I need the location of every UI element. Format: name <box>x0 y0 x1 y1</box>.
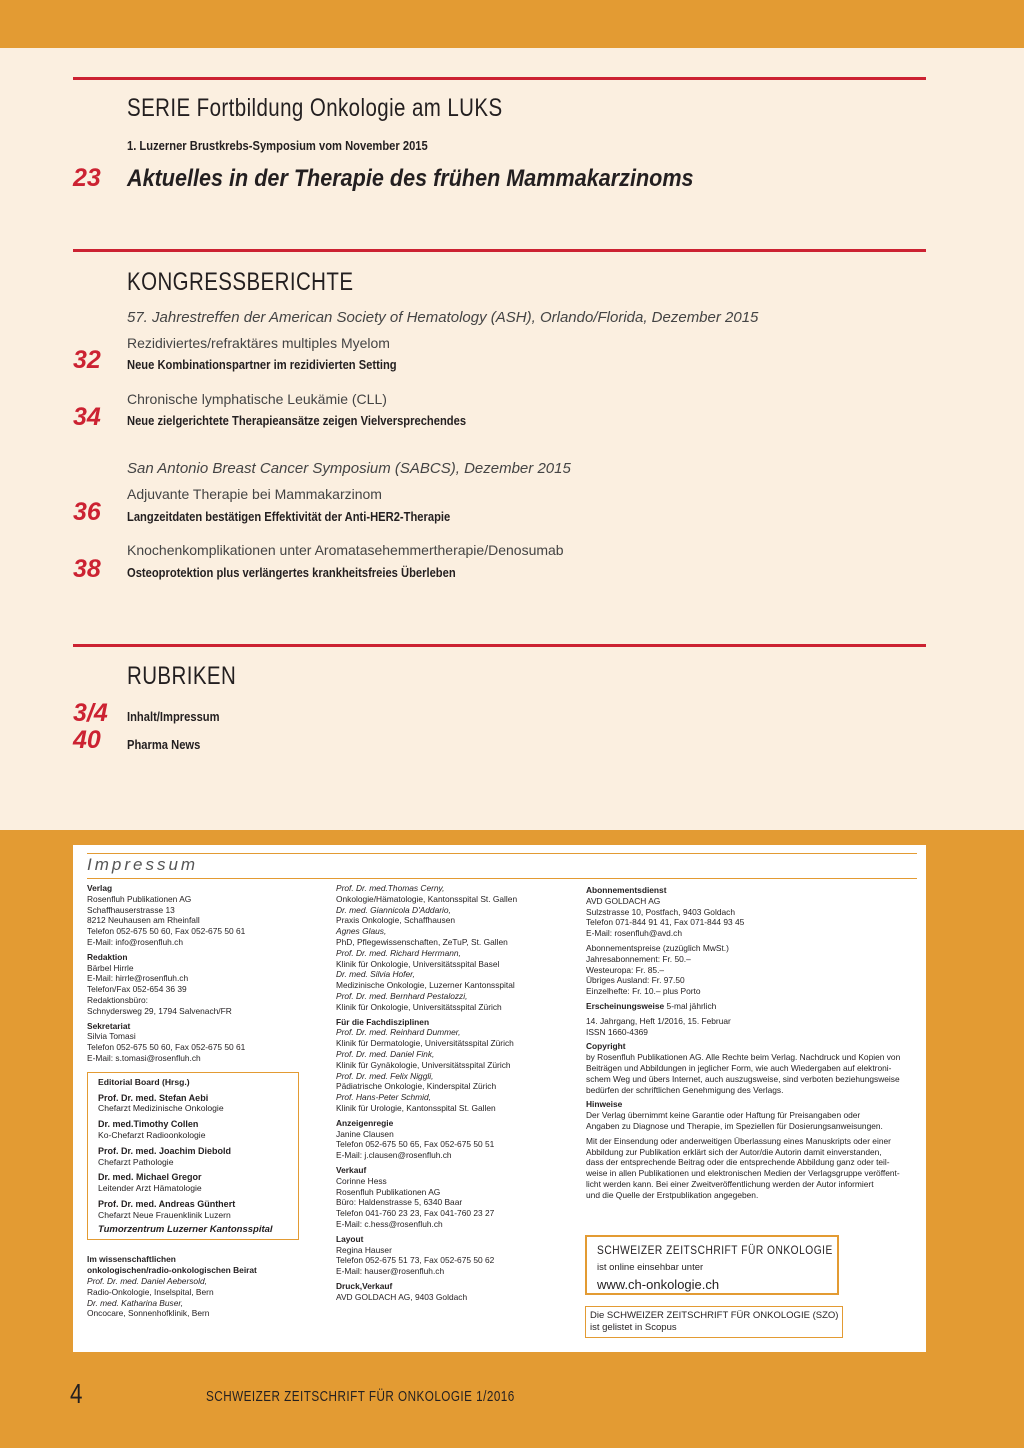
member-institution: Oncocare, Sonnenhofklinik, Bern <box>87 1308 210 1319</box>
text-line: Büro: Haldenstrasse 5, 6340 Baar <box>336 1197 463 1208</box>
folio-page-number: 4 <box>70 1378 83 1409</box>
email-link[interactable]: E-Mail: j.clausen@rosenfluh.ch <box>336 1150 452 1161</box>
fachdisziplinen-heading: Für die Fachdisziplinen <box>336 1016 430 1027</box>
member-institution: Klinik für Onkologie, Universitätsspital Zürich <box>336 1001 502 1012</box>
text-line: Übriges Ausland: Fr. 97.50 <box>586 975 685 986</box>
layout-heading: Layout <box>336 1233 364 1244</box>
section-heading-rubriken: RUBRIKEN <box>127 662 237 690</box>
member-name: Dr. med.Timothy Collen <box>98 1119 199 1130</box>
email-link[interactable]: E-Mail: info@rosenfluh.ch <box>87 936 184 947</box>
text-line: Silvia Tomasi <box>87 1031 136 1042</box>
conference-label: 57. Jahrestreffen der American Society of Hematology (ASH), Orlando/Florida, Dezember 2015 <box>127 309 759 326</box>
email-link[interactable]: E-Mail: c.hess@rosenfluh.ch <box>336 1218 443 1229</box>
text-line: bedürfen der schriftlichen Genehmigung des Verlags. <box>586 1084 784 1095</box>
article-title-link[interactable]: Langzeitdaten bestätigen Effektivität der Anti-HER2-Therapie <box>127 509 451 524</box>
text-line: Telefon 052-675 51 73, Fax 052-675 50 62 <box>336 1255 495 1266</box>
text-line: ISSN 1660-4369 <box>586 1026 648 1037</box>
member-role: Leitender Arzt Hämatologie <box>98 1183 202 1194</box>
page-number[interactable]: 23 <box>73 164 101 192</box>
table-of-contents <box>0 48 1024 830</box>
text-line: Jahresabonnement: Fr. 50.– <box>586 953 691 964</box>
abonnement-heading: Abonnementsdienst <box>586 885 667 895</box>
article-kicker: Adjuvante Therapie bei Mammakarzinom <box>127 486 382 502</box>
szo-subtitle: ist online einsehbar unter <box>597 1262 704 1273</box>
text-line: Telefon 041-760 23 23, Fax 041-760 23 27 <box>336 1208 495 1219</box>
member-role: Chefarzt Pathologie <box>98 1156 174 1167</box>
text-line: dass der entsprechende Beitrag oder die entsprechende Abbildung ganz oder teil- <box>586 1157 890 1168</box>
text-line: Janine Clausen <box>336 1128 394 1139</box>
member-institution: Radio-Onkologie, Inselspital, Bern <box>87 1286 214 1297</box>
article-kicker: Rezidiviertes/refraktäres multiples Myelom <box>127 335 390 351</box>
text-line: Rosenfluh Publikationen AG <box>336 1186 441 1197</box>
divider <box>73 77 926 80</box>
text-line: und die Quelle der Erstpublikation angegeben. <box>586 1189 759 1200</box>
erscheinung-heading: Erscheinungsweise <box>586 1000 665 1011</box>
member-name: Prof. Dr. med. Reinhard Dummer, <box>336 1027 461 1038</box>
member-institution: Klinik für Onkologie, Universitätsspital Basel <box>336 958 500 969</box>
article-kicker: Chronische lymphatische Leukämie (CLL) <box>127 391 387 407</box>
text-line: AVD GOLDACH AG, 9403 Goldach <box>336 1291 468 1302</box>
member-role: Chefarzt Medizinische Onkologie <box>98 1103 224 1114</box>
text-line: licht werden kann. Bei einer Zweitveröffentlichung werden der Autor informiert <box>586 1178 874 1189</box>
serie-subtitle: 1. Luzerner Brustkrebs-Symposium vom November 2015 <box>127 138 428 153</box>
text-line: Regina Hauser <box>336 1244 392 1255</box>
copyright-heading: Copyright <box>586 1041 626 1052</box>
beirat-heading: onkologischen/radio-onkologischen Beirat <box>87 1265 257 1276</box>
member-name: Prof. Dr. med. Richard Herrmann, <box>336 947 461 958</box>
beirat-heading: Im wissenschaftlichen <box>87 1254 176 1265</box>
member-name: Prof. Hans-Peter Schmid, <box>336 1092 431 1103</box>
text-line: Der Verlag übernimmt keine Garantie oder Haftung für Preisangaben oder <box>586 1110 861 1121</box>
member-name: Prof. Dr. med. Bernhard Pestalozzi, <box>336 990 468 1001</box>
member-institution: Medizinische Onkologie, Luzerner Kantonsspital <box>336 980 515 991</box>
szo-title: SCHWEIZER ZEITSCHRIFT FÜR ONKOLOGIE <box>597 1243 833 1257</box>
druck-heading: Druck,Verkauf <box>336 1280 393 1291</box>
text-line: Schaffhauserstrasse 13 <box>87 904 175 915</box>
email-link[interactable]: E-Mail: rosenfluh@avd.ch <box>586 928 683 939</box>
member-institution: Onkologie/Hämatologie, Kantonsspital St. Gallen <box>336 893 518 904</box>
page-number[interactable]: 32 <box>73 346 101 374</box>
article-title-link[interactable]: Inhalt/Impressum <box>127 709 220 724</box>
text-line: Redaktionsbüro: <box>87 994 148 1005</box>
page-number[interactable]: 3/4 <box>73 699 108 727</box>
scopus-line: ist gelistet in Scopus <box>590 1322 677 1333</box>
text-line: Beiträgen und Abbildungen in jeglicher Form, wie auch Wiedergaben auf elektroni- <box>586 1062 892 1073</box>
scopus-line: Die SCHWEIZER ZEITSCHRIFT FÜR ONKOLOGIE (SZO) <box>590 1310 839 1321</box>
member-name: Prof. Dr. med. Daniel Aebersold, <box>87 1275 207 1286</box>
member-role: Ko-Chefarzt Radioonkologie <box>98 1129 206 1140</box>
text-line: Telefon/Fax 052-654 36 39 <box>87 984 187 995</box>
divider <box>87 853 917 854</box>
divider <box>73 249 926 252</box>
text-line: Einzelhefte: Fr. 10.– plus Porto <box>586 986 701 997</box>
member-name: Prof. Dr. med. Joachim Diebold <box>98 1145 232 1156</box>
impressum-panel <box>73 845 926 1352</box>
text-line: weise in allen Publikationen und elektronischen Medien der Verlagsgruppe veröffent- <box>586 1168 900 1179</box>
member-name: Agnes Glaus, <box>336 926 387 937</box>
impressum-column-3 <box>586 885 924 1201</box>
page-number[interactable]: 38 <box>73 555 101 583</box>
journal-footer: SCHWEIZER ZEITSCHRIFT FÜR ONKOLOGIE 1/2016 <box>206 1388 515 1405</box>
member-name: Prof. Dr. med. Andreas Günthert <box>98 1198 236 1209</box>
text-line: Westeuropa: Fr. 85.– <box>586 964 665 975</box>
email-link[interactable]: E-Mail: hauser@rosenfluh.ch <box>336 1266 445 1277</box>
text-line: Telefon 052-675 50 60, Fax 052-675 50 61 <box>87 1042 246 1053</box>
member-institution: Praxis Onkologie, Schaffhausen <box>336 915 456 926</box>
member-institution: PhD, Pflegewissenschaften, ZeTuP, St. Gallen <box>336 936 508 947</box>
article-title-link[interactable]: Osteoprotektion plus verlängertes krankheitsfreies Überleben <box>127 565 456 580</box>
text-line: 5-mal jährlich <box>666 1000 717 1011</box>
member-name: Dr. med. Michael Gregor <box>98 1172 202 1183</box>
member-name: Prof. Dr. med.Thomas Cerny, <box>336 883 445 893</box>
text-line: Corinne Hess <box>336 1175 387 1186</box>
sekretariat-heading: Sekretariat <box>87 1020 131 1031</box>
editorial-board-box <box>87 1072 299 1241</box>
text-line: schem Weg und übers Internet, auch auszugsweise, sind verboten beziehungsweise <box>586 1073 900 1084</box>
hinweise-heading: Hinweise <box>586 1099 623 1110</box>
email-link[interactable]: E-Mail: hirrle@rosenfluh.ch <box>87 973 189 984</box>
text-line: by Rosenfluh Publikationen AG. Alle Rechte beim Verlag. Nachdruck und Kopien von <box>586 1052 901 1063</box>
text-line: 8212 Neuhausen am Rheinfall <box>87 915 200 926</box>
verlag-heading: Verlag <box>87 883 113 893</box>
email-link[interactable]: E-Mail: s.tomasi@rosenfluh.ch <box>87 1052 201 1063</box>
member-role: Chefarzt Neue Frauenklinik Luzern <box>98 1209 231 1220</box>
member-institution: Klinik für Urologie, Kantonsspital St. Gallen <box>336 1102 496 1113</box>
member-name: Dr. med. Silvia Hofer, <box>336 969 415 980</box>
page-number[interactable]: 36 <box>73 498 101 526</box>
divider <box>87 878 917 879</box>
member-name: Prof. Dr. med. Felix Niggli, <box>336 1070 434 1081</box>
text-line: Abonnementspreise (zuzüglich MwSt.) <box>586 942 729 953</box>
text-line: Bärbel Hirrle <box>87 962 134 973</box>
text-line: Abbildung zur Publikation erklärt sich der Autor/die Autorin damit einverstanden, <box>586 1146 882 1157</box>
section-heading-kongress: KONGRESSBERICHTE <box>127 268 354 296</box>
member-institution: Klinik für Gynäkologie, Universitätsspital Zürich <box>336 1059 511 1070</box>
redaktion-heading: Redaktion <box>87 951 128 962</box>
member-name: Dr. med. Giannicola D'Addario, <box>336 904 451 915</box>
impressum-column-1 <box>87 883 317 1319</box>
page-number[interactable]: 40 <box>73 726 101 754</box>
article-title-link[interactable]: Neue Kombinationspartner im rezidivierten Setting <box>127 357 397 372</box>
impressum-column-2 <box>336 883 576 1302</box>
section-heading-serie: SERIE Fortbildung Onkologie am LUKS <box>127 94 503 122</box>
text-line: AVD GOLDACH AG <box>586 895 661 906</box>
article-title-link[interactable]: Neue zielgerichtete Therapieansätze zeigen Vielversprechendes <box>127 413 467 428</box>
scopus-box <box>585 1306 843 1338</box>
text-line: Telefon 052-675 50 60, Fax 052-675 50 61 <box>87 926 246 937</box>
tumorzentrum-label: Tumorzentrum Luzerner Kantonsspital <box>98 1223 273 1235</box>
text-line: Telefon 052-675 50 65, Fax 052-675 50 51 <box>336 1139 495 1150</box>
article-title-link[interactable]: Aktuelles in der Therapie des frühen Mammakarzinoms <box>127 165 694 192</box>
member-name: Prof. Dr. med. Stefan Aebi <box>98 1092 209 1103</box>
text-line: Rosenfluh Publikationen AG <box>87 893 192 904</box>
text-line: Angaben zu Diagnose und Therapie, im Speziellen für Dosierungsanweisungen. <box>586 1120 883 1131</box>
page-number[interactable]: 34 <box>73 403 101 431</box>
text-line: Sulzstrasse 10, Postfach, 9403 Goldach <box>586 906 735 917</box>
text-line: 14. Jahrgang, Heft 1/2016, 15. Februar <box>586 1015 731 1026</box>
editorial-heading: Editorial Board (Hrsg.) <box>98 1076 190 1087</box>
website-link[interactable]: www.ch-onkologie.ch <box>597 1277 720 1292</box>
text-line: Mit der Einsendung oder anderweitigen Überlassung eines Manuskripts oder einer <box>586 1135 891 1146</box>
member-institution: Pädiatrische Onkologie, Kinderspital Zürich <box>336 1081 497 1092</box>
text-line: Schnydersweg 29, 1794 Salvenach/FR <box>87 1005 232 1016</box>
member-name: Prof. Dr. med. Daniel Fink, <box>336 1048 435 1059</box>
anzeigen-heading: Anzeigenregie <box>336 1117 394 1128</box>
article-kicker: Knochenkomplikationen unter Aromatasehemmertherapie/Denosumab <box>127 542 564 558</box>
article-title-link[interactable]: Pharma News <box>127 737 201 752</box>
impressum-title: Impressum <box>87 855 199 874</box>
member-name: Dr. med. Katharina Buser, <box>87 1297 184 1308</box>
divider <box>73 644 926 647</box>
szo-online-box <box>585 1235 839 1295</box>
text-line: Telefon 071-844 91 41, Fax 071-844 93 45 <box>586 917 745 928</box>
member-institution: Klinik für Dermatologie, Universitätsspital Zürich <box>336 1038 514 1049</box>
verkauf-heading: Verkauf <box>336 1164 367 1175</box>
conference-label: San Antonio Breast Cancer Symposium (SABCS), Dezember 2015 <box>127 460 571 477</box>
